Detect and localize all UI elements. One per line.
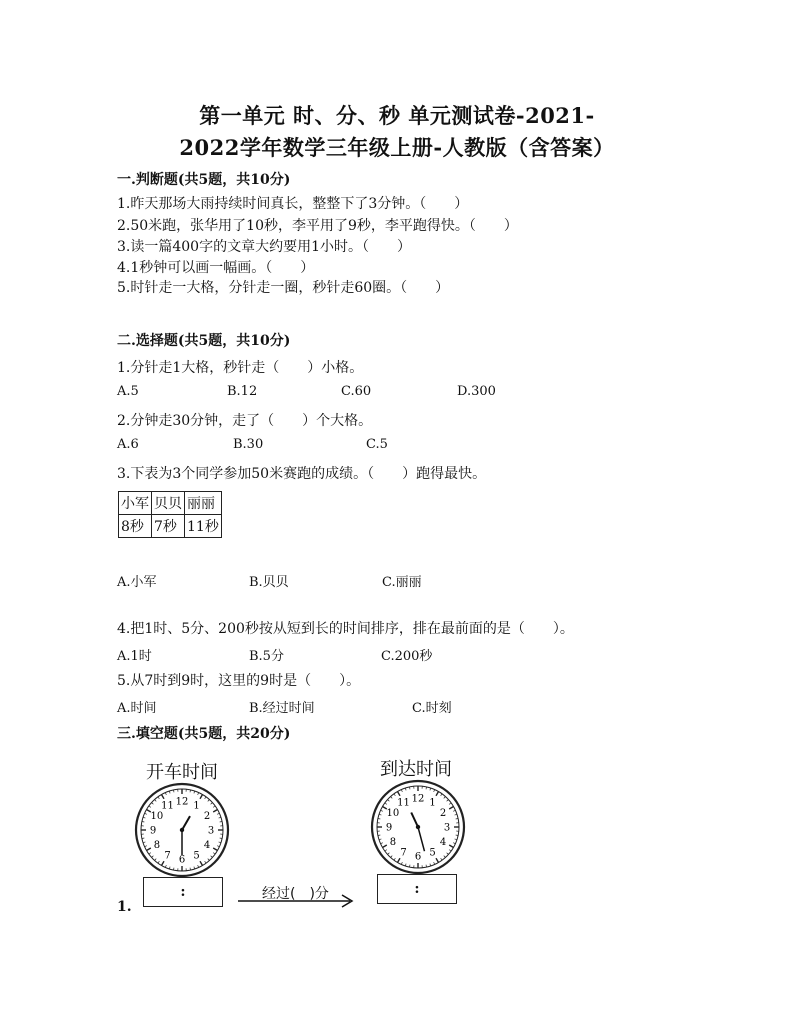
clock-tick (145, 813, 147, 814)
s2-q2-stem: 2.分钟走30分钟，走了（ ）个大格。 (117, 413, 373, 429)
clock-tick (155, 859, 157, 861)
clock-tick (379, 839, 381, 840)
departure-time-label: 开车时间 (146, 762, 218, 783)
s1-question-4: 4.1秒钟可以画一幅画。（ ） (117, 260, 315, 276)
clock-tick (200, 861, 203, 865)
clock-tick (447, 853, 449, 855)
clock-tick (434, 790, 435, 792)
clock-number: 10 (150, 811, 164, 822)
clock-tick (217, 846, 219, 847)
clock-tick (155, 800, 157, 802)
clock-tick (152, 856, 154, 858)
clock-tick (441, 794, 442, 796)
clock-tick (381, 810, 383, 811)
clock-tick (430, 864, 431, 866)
s1-question-1: 1.昨天那场大雨持续时间真长，整整下了3分钟。（ ） (117, 196, 469, 212)
clock-center (416, 825, 420, 829)
clock-number: 2 (439, 808, 447, 819)
clock-tick (213, 848, 217, 851)
arrow-icon (236, 893, 358, 909)
clock-tick (447, 800, 449, 802)
hour-hand (182, 816, 190, 830)
clock-tick (217, 813, 219, 814)
clock-tick (405, 788, 406, 790)
clock-number: 10 (386, 808, 400, 819)
s2-q3-stem: 3.下表为3个同学参加50米赛跑的成绩。（ ）跑得最快。 (117, 466, 487, 482)
clock-tick (208, 859, 210, 861)
table-cell: 8秒 (119, 515, 152, 538)
hour-hand (411, 813, 418, 828)
s1-question-3: 3.读一篇400字的文章大约要用1小时。（ ） (117, 239, 411, 255)
clock-tick (205, 861, 206, 863)
clock-tick (219, 842, 221, 843)
clock-number: 7 (164, 850, 171, 862)
clock-number: 11 (397, 797, 410, 809)
clock-number: 6 (178, 854, 186, 866)
clock-tick (143, 817, 145, 818)
clock-tick (200, 794, 203, 798)
clock-tick (444, 797, 446, 799)
s2-q5-stem: 5.从7时到9时，这里的9时是（ ）。 (117, 673, 361, 689)
clock-tick (394, 794, 395, 796)
clock-tick (436, 858, 439, 862)
s2-q3-option-a: A.小军 (117, 575, 157, 590)
clock-tick (434, 862, 435, 864)
clock-tick (211, 803, 213, 805)
s2-q1-stem: 1.分针走1大格，秒针走（ ）小格。 (117, 360, 364, 376)
clock-tick (398, 858, 401, 862)
clock-tick (158, 861, 159, 863)
s3-question-1-number: 1. (117, 899, 132, 915)
s2-q1-option-c: C.60 (341, 384, 372, 399)
clock-number: 2 (203, 811, 211, 822)
clock-tick (455, 839, 457, 840)
clock-tick (388, 800, 390, 802)
clock-tick (194, 791, 195, 793)
clock-tick (398, 791, 401, 795)
minute-hand (418, 827, 424, 851)
table-cell: 丽丽 (185, 492, 222, 515)
clock-number: 4 (439, 837, 447, 848)
s1-question-5: 5.时针走一大格，分针走一圈，秒针走60圈。（ ） (117, 280, 450, 296)
clock-tick (213, 853, 215, 854)
clock-tick (444, 856, 446, 858)
s2-q5-option-a: A.时间 (117, 701, 157, 716)
clock-number: 12 (411, 793, 425, 805)
clock-tick (208, 800, 210, 802)
clock-number: 3 (443, 822, 451, 834)
clock-tick (453, 810, 455, 811)
clock-tick (391, 797, 393, 799)
clock-center (180, 828, 184, 832)
clock-number: 5 (429, 847, 436, 859)
clock-tick (205, 797, 206, 799)
clock-number: 9 (149, 825, 157, 837)
clock-number: 3 (207, 825, 215, 837)
clock-tick (169, 791, 170, 793)
clock-tick (165, 865, 166, 867)
clock-tick (401, 862, 402, 864)
clock-tick (394, 858, 395, 860)
clock-tick (453, 843, 455, 844)
s2-q1-option-b: B.12 (227, 384, 258, 399)
clock-tick (405, 864, 406, 866)
clock-tick (388, 853, 390, 855)
clock-tick (449, 803, 451, 804)
clock-number: 8 (153, 840, 161, 851)
clock-tick (449, 850, 451, 851)
section3-heading: 三.填空题(共5题，共20分) (117, 726, 291, 742)
clock-tick (143, 842, 145, 843)
clock-tick (211, 856, 213, 858)
s2-q1-option-d: D.300 (457, 384, 496, 399)
section2-heading: 二.选择题(共5题，共10分) (117, 333, 291, 349)
clock-tick (449, 807, 453, 810)
table-row (119, 492, 222, 515)
clock-tick (198, 793, 199, 795)
s2-q4-option-c: C.200秒 (381, 649, 433, 664)
s2-q5-option-c: C.时刻 (412, 701, 452, 716)
s2-q4-option-b: B.5分 (249, 649, 284, 664)
clock-tick (381, 843, 383, 844)
clock-number: 12 (175, 796, 189, 808)
clock-number: 1 (193, 800, 200, 812)
clock-tick (169, 867, 170, 869)
arrival-time-label: 到达时间 (380, 759, 452, 780)
clock-number: 8 (389, 837, 397, 848)
page-title-line1: 第一单元 时、分、秒 单元测试卷-2021- (199, 103, 595, 128)
clock-tick (194, 867, 195, 869)
clock-tick (449, 845, 453, 848)
clock-tick (152, 803, 154, 805)
clock-tick (162, 861, 165, 865)
clock-number: 1 (429, 797, 436, 809)
clock-tick (198, 865, 199, 867)
s2-q5-option-b: B.经过时间 (249, 701, 315, 716)
page-title-line2: 2022学年数学三年级上册-人教版（含答案） (179, 135, 615, 160)
table-cell: 小军 (119, 492, 152, 515)
clock-tick (219, 817, 221, 818)
clock-tick (213, 810, 217, 813)
clock-tick (385, 803, 387, 804)
table-cell: 7秒 (152, 515, 185, 538)
clock-tick (441, 858, 442, 860)
departure-time-box: : (143, 877, 223, 907)
clock-tick (149, 806, 151, 807)
arrival-time-box: : (377, 874, 457, 904)
section1-heading: 一.判断题(共5题，共10分) (117, 172, 291, 188)
s2-q2-option-b: B.30 (233, 437, 264, 452)
elapsed-minutes-label: 经过( )分 (262, 886, 329, 902)
clock-number: 11 (161, 800, 174, 812)
clock-tick (385, 850, 387, 851)
clock-tick (391, 856, 393, 858)
clock-number: 6 (414, 851, 422, 863)
clock-tick (436, 791, 439, 795)
s2-q1-option-a: A.5 (117, 384, 139, 399)
clock-number: 9 (385, 822, 393, 834)
s2-q3-option-c: C.丽丽 (382, 575, 422, 590)
clock-tick (379, 814, 381, 815)
s2-q4-stem: 4.把1时、5分、200秒按从短到长的时间排序，排在最前面的是（ ）。 (117, 621, 574, 637)
clock-number: 4 (203, 840, 211, 851)
clock-tick (401, 790, 402, 792)
s1-question-2: 2.50米跑，张华用了10秒，李平用了9秒，李平跑得快。（ ） (117, 218, 518, 234)
arrival-clock (366, 779, 470, 877)
s2-q3-option-b: B.贝贝 (249, 575, 289, 590)
clock-number: 5 (193, 850, 200, 862)
clock-tick (149, 853, 151, 854)
clock-number: 7 (400, 847, 407, 859)
clock-tick (165, 793, 166, 795)
table-cell: 贝贝 (152, 492, 185, 515)
s2-q2-option-a: A.6 (117, 437, 139, 452)
clock-tick (162, 794, 165, 798)
clock-tick (213, 806, 215, 807)
clock-tick (382, 845, 386, 848)
s2-q2-option-c: C.5 (366, 437, 388, 452)
clock-tick (430, 788, 431, 790)
table-row (119, 515, 222, 538)
clock-tick (145, 846, 147, 847)
clock-tick (158, 797, 159, 799)
s2-q4-option-a: A.1时 (117, 649, 152, 664)
clock-tick (146, 848, 150, 851)
race-results-table (118, 491, 222, 538)
table-cell: 11秒 (185, 515, 222, 538)
clock-tick (455, 814, 457, 815)
departure-clock (130, 782, 234, 880)
